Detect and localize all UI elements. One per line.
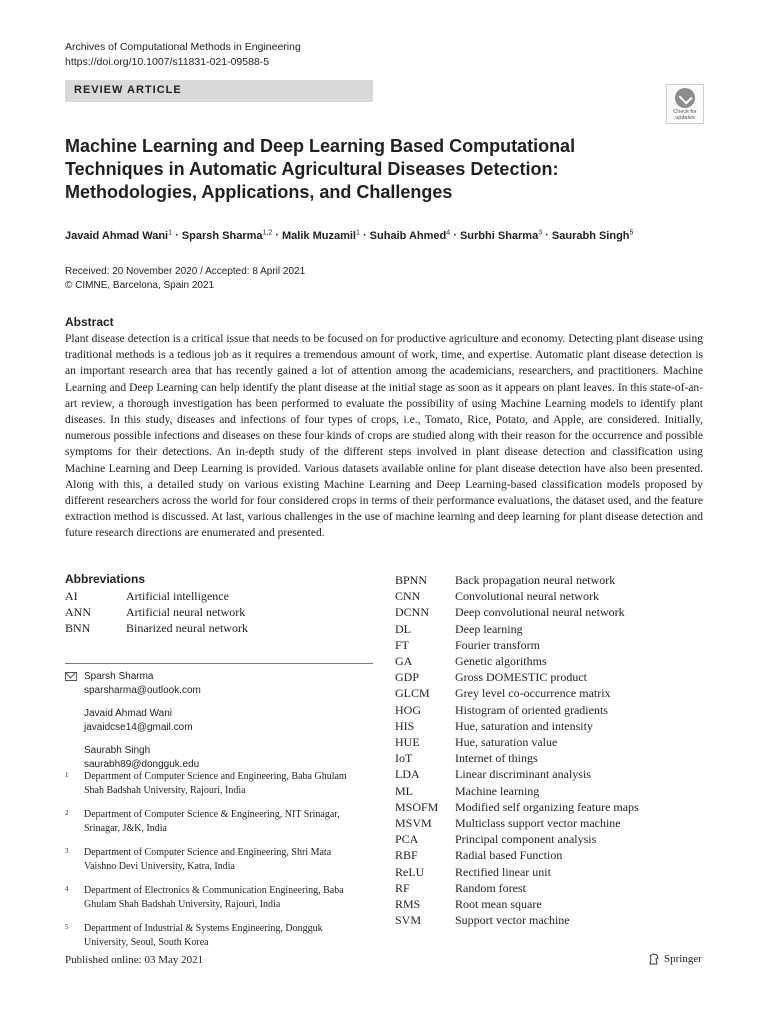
contact-email[interactable]: saurabh89@dongguk.edu — [84, 758, 200, 770]
abbreviation-row: IoT Internet of things — [395, 751, 538, 766]
contact-entry — [84, 707, 375, 734]
affiliation-item: 5 Department of Industrial & Systems Engineering, Dongguk University, Seoul, South Korea — [65, 923, 323, 948]
abbreviation-row: ML Machine learning — [395, 783, 540, 798]
abbreviation-row: MSVM Multiclass support vector machine — [395, 816, 621, 831]
abbreviations-heading: Abbreviations — [65, 572, 146, 586]
author[interactable]: Javaid Ahmad Wani$^1$ — [65, 229, 173, 242]
affiliation-item: 4 Department of Electronics & Communication Engineering, Baba Ghulam Shah Badshah University, Rajouri, India — [65, 885, 344, 910]
abbreviations-right-column — [395, 572, 639, 928]
abbreviation-row: BNN Binarized neural network — [65, 621, 248, 636]
abbreviation-row: BPNN Back propagation neural network — [395, 573, 616, 587]
article-dates — [65, 265, 305, 293]
published-online: Published online: 03 May 2021 — [65, 954, 204, 966]
author[interactable]: Sparsh Sharma$^{1,2}$ — [181, 229, 273, 242]
abbreviation-row: GDP Gross DOMESTIC product — [395, 670, 587, 685]
affiliation-item: 2 Department of Computer Science & Engineering, NIT Srinagar, Srinagar, J&K, India — [65, 809, 340, 834]
check-updates-label: Check for updates — [673, 109, 697, 121]
abbreviation-row: HIS Hue, saturation and intensity — [395, 718, 593, 733]
contact-email[interactable]: sparsharma@outlook.com — [84, 684, 201, 696]
corresponding-authors — [65, 670, 375, 781]
abstract-text: Plant disease detection is a critical issue that needs to be focused on for productive agriculture and economy. Detecting plant disease using traditional methods is a tedious job as it requires a tremendous amount of work, time, and expertise. Automatic plant disease detection is an important research area that has recently gained a lot of attention among the academicians, researchers, and practitioners. Machine Learning and Deep Learning can help identify the plant disease at the initial stage as soon as it appears on plant leaves. In this state-of-an-art review, a thorough investigation has been performed to evaluate the possibility of using Machine Learning models to identify plant diseases. In this study, diseases and infections of four types of crops, i.e., Tomato, Rice, Potato, and Apple, are considered. Initially, numerous possible infections and diseases on these four kinds of crops are studied along with their reason for the occurrence and possible symptoms for their detections. An in-depth study of the different steps involved in plant disease detection and classification using Machine Learning and Deep Learning is provided. Various datasets available online for plant disease detection have also been presented. Along with this, a detailed study on various existing Machine Learning and Deep Learning-based classification models proposed by different researchers across the world for four considered crops in terms of their performance evaluations, the dataset used, and the feature extraction method is discussed. At last, various challenges in the use of machine learning and deep learning for plant disease detection and future research directions are enumerated and presented. — [65, 333, 703, 540]
affiliation-item: 1 Department of Computer Science and Engineering, Baba Ghulam Shah Badshah University, Rajouri, India — [65, 771, 347, 796]
author[interactable]: Saurabh Singh$^5$ — [551, 229, 634, 242]
journal-header — [65, 40, 301, 70]
paper-title: Machine Learning and Deep Learning Based Computational Techniques in Automatic Agricultural Diseases Detection: Methodologies, Applications, and Challenges — [65, 136, 576, 202]
abbreviation-row: SVM Support vector machine — [395, 913, 570, 928]
doi-link[interactable]: https://doi.org/10.1007/s11831-021-09588-5 — [65, 56, 270, 68]
contact-name: Saurabh Singh — [84, 745, 151, 756]
abstract-heading: Abstract — [65, 315, 114, 329]
abbreviation-row: RF Random forest — [395, 880, 526, 895]
check-for-updates-badge[interactable] — [666, 84, 704, 124]
affiliation-item: 3 Department of Computer Science and Engineering, Shri Mata Vaishno Devi University, Katra, India — [65, 847, 332, 872]
article-type: REVIEW ARTICLE — [74, 84, 182, 96]
abbreviation-row: AI Artificial intelligence — [65, 589, 229, 603]
article-type-banner — [65, 80, 373, 102]
abbreviation-row: GLCM Grey level co-occurrence matrix — [395, 686, 611, 701]
author-list: Javaid Ahmad Wani$^1$ · Sparsh Sharma$^{1,2}$ · Malik Muzamil$^1$ · Suhaib Ahmed$^4$ · Surbhi Sharma$^3$ · Saurabh Singh$^5$ — [65, 229, 634, 242]
contact-entry — [84, 744, 375, 771]
author[interactable]: Suhaib Ahmed$^4$ — [369, 229, 451, 242]
copyright: © CIMNE, Barcelona, Spain 2021 — [65, 280, 215, 291]
author[interactable]: Surbhi Sharma$^3$ — [459, 229, 543, 242]
check-updates-icon — [675, 88, 695, 108]
abbreviation-row: PCA Principal component analysis — [395, 832, 597, 847]
abbreviation-row: ReLU Rectified linear unit — [395, 864, 551, 879]
footnote-divider — [65, 663, 373, 664]
abbreviation-row: FT Fourier transform — [395, 637, 540, 652]
abbreviation-row: HOG Histogram of oriented gradients — [395, 702, 608, 717]
contact-email[interactable]: javaidcse14@gmail.com — [84, 721, 193, 733]
contact-name: Sparsh Sharma — [84, 671, 154, 682]
received-accepted: Received: 20 November 2020 / Accepted: 8 April 2021 — [65, 266, 306, 277]
author[interactable]: Malik Muzamil$^1$ — [282, 229, 360, 242]
abbreviation-row: MSOFM Modified self organizing feature maps — [395, 799, 639, 814]
affiliations — [65, 770, 365, 960]
abbreviations-left-column — [65, 588, 248, 637]
abbreviation-row: DCNN Deep convolutional neural network — [395, 605, 625, 620]
abbreviation-row: CNN Convolutional neural network — [395, 589, 599, 604]
springer-horse-icon — [648, 953, 660, 965]
abbreviation-row: DL Deep learning — [395, 621, 523, 636]
publisher-logo — [648, 953, 702, 965]
abbreviation-row: RBF Radial based Function — [395, 848, 563, 863]
abbreviation-row: HUE Hue, saturation value — [395, 735, 558, 750]
contact-entry — [84, 670, 375, 697]
publisher-name: Springer — [664, 953, 702, 965]
journal-name: Archives of Computational Methods in Engineering — [65, 41, 301, 53]
envelope-icon — [65, 672, 77, 681]
abbreviation-row: LDA Linear discriminant analysis — [395, 767, 591, 782]
abbreviation-row: GA Genetic algorithms — [395, 654, 547, 669]
abbreviation-row: RMS Root mean square — [395, 897, 542, 912]
contact-name: Javaid Ahmad Wani — [84, 708, 173, 719]
abbreviation-row: ANN Artificial neural network — [65, 605, 246, 620]
